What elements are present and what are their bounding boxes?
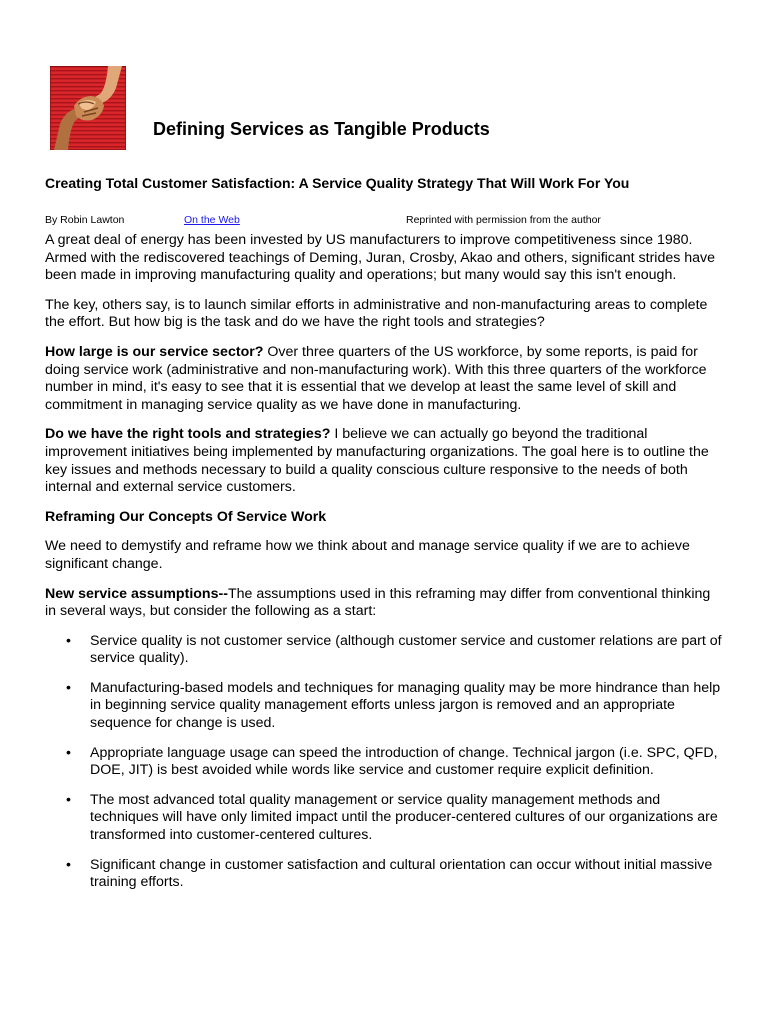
paragraph-demystify: We need to demystify and reframe how we think about and manage service quality if we are to achieve significant change. [45,538,690,572]
paragraph-key: The key, others say, is to launch similar efforts in administrative and non-manufacturing areas to complete the effort. But how big is the task and do we have the right tools and strategies? [45,296,708,331]
paragraph-intro: A great deal of energy has been invested by US manufacturers to improve competitiveness since 1980. Armed with the rediscovered teachings of Deming, Juran, Crosby, Akao and others, significant strides have been made in improving manufacturing quality and operations; but many would say this isn't enough. [45,232,716,284]
page-title: Defining Services as Tangible Products [153,119,490,139]
reprint-notice: Reprinted with permission from the author [406,214,601,226]
paragraph-assumptions [45,586,725,621]
list-item-text: Appropriate language usage can speed the introduction of change. Technical jargon (i.e. SPC, QFD, DOE, JIT) is best avoided while words like service and customer require explicit definition. [90,744,718,779]
list-item [45,633,725,668]
list-item [45,792,725,845]
list-item [45,745,725,780]
list-item [45,857,725,892]
on-the-web-link[interactable]: On the Web [184,214,240,226]
handshake-icon [50,66,126,150]
paragraph-body: The assumptions used in this reframing may differ from conventional thinking in several ways, but consider the following as a start: [45,585,711,620]
article [45,66,725,904]
section-heading: Reframing Our Concepts Of Service Work [45,508,327,525]
bullet-icon: • [66,791,71,808]
list-item-text: Manufacturing-based models and techniques for managing quality may be more hindrance than help in beginning service quality management efforts unless jargon is removed and an appropriate sequence for change is used. [90,679,721,732]
paragraph-lead: Do we have the right tools and strategies? [45,426,331,443]
bullet-icon: • [66,856,71,873]
byline [45,213,725,229]
article-subtitle: Creating Total Customer Satisfaction: A Service Quality Strategy That Will Work For You [45,175,630,191]
list-item-text: Service quality is not customer service (although customer service and customer relations are part of service quality). [90,632,722,667]
bullet-icon: • [66,679,71,696]
paragraph-body: I believe we can actually go beyond the traditional improvement initiatives being implemented by manufacturing organizations. The goal here is to outline the key issues and methods necessary to build a quality conscious culture responsive to the needs of both internal and external service customers. [45,426,709,496]
paragraph-tools-strategies [45,426,725,496]
paragraph-lead: How large is our service sector? [45,343,264,360]
bullet-icon: • [66,744,71,761]
list-item-text: Significant change in customer satisfaction and cultural orientation can occur without initial massive training efforts. [90,856,713,891]
list-item [45,680,725,733]
assumptions-list [45,633,725,892]
article-header [45,66,725,154]
paragraph-body: Over three quarters of the US workforce, by some reports, is paid for doing service work (administrative and non-manufacturing work). With this three quarters of the workforce number in mind, it's easy to see that it is essential that we develop at least the same level of skill and commitment in managing service quality as we have done in manufacturing. [45,343,707,413]
bullet-icon: • [66,632,71,649]
paragraph-service-sector [45,344,725,414]
author-name: By Robin Lawton [45,214,125,226]
list-item-text: The most advanced total quality management or service quality management methods and techniques will have only limited impact until the producer-centered cultures of our organizations are transformed into customer-centered cultures. [90,791,718,844]
paragraph-lead: New service assumptions-- [45,585,228,602]
